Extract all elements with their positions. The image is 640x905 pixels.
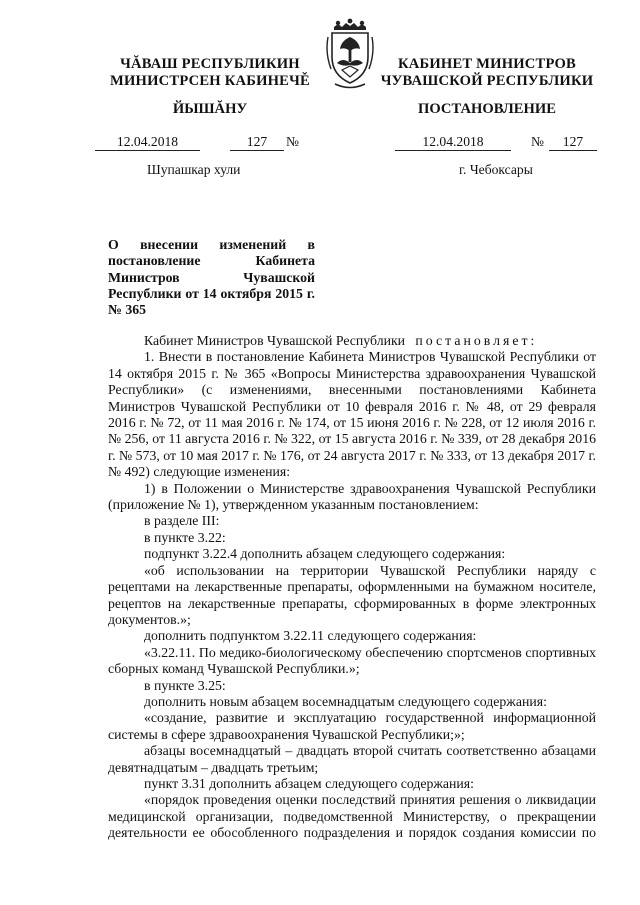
header-right-line2: ЧУВАШСКОЙ РЕСПУБЛИКИ <box>380 73 594 89</box>
place-russian: г. Чебоксары <box>459 162 533 177</box>
body-paragraph: 1. Внести в постановление Кабинета Министров Чувашской Республики от 14 октября 2015 г. № 365 «Вопросы Министерства здравоохранения Чувашской Республики» (с изменениями, внесенными постановлениями Кабинета Министров Чувашской Республики от 10 февраля 2016 г. № 48, от 29 февраля 2016 г. № 72, от 11 мая 2016 г. № 174, от 15 июня 2016 г. № 228, от 12 июля 2016 г. № 256, от 11 августа 2016 г. № 322, от 15 августа 2016 г. № 339, от 28 декабря 2016 г. № 573, от 10 мая 2017 г. № 176, от 24 августа 2017 г. № 333, от 13 декабря 2017 г. № 492) следующие изменения: <box>108 349 596 480</box>
doc-type-chuvash: ЙЫШĂНУ <box>172 101 248 117</box>
reg-right-number-sign: № <box>531 134 544 149</box>
header-right-line1: КАБИНЕТ МИНИСТРОВ <box>397 56 576 72</box>
header-left-line1: ЧĂВАШ РЕСПУБЛИКИН <box>120 56 300 72</box>
place-chuvash: Шупашкар хули <box>147 162 241 177</box>
body-paragraph: пункт 3.31 дополнить абзацем следующего содержания: <box>144 775 474 791</box>
body-paragraph: подпункт 3.22.4 дополнить абзацем следующего содержания: <box>144 546 506 562</box>
body-paragraph: в пункте 3.25: <box>144 677 226 693</box>
body-paragraph: «3.22.11. По медико-биологическому обеспечению спортсменов спортивных сборных команд Чувашской Республики.»; <box>108 644 596 677</box>
header-left-line2: МИНИСТРСЕН КАБИНЕЧĚ <box>110 73 310 89</box>
registration-right <box>395 134 605 152</box>
body-paragraph: дополнить новым абзацем восемнадцатым следующего содержания: <box>144 693 547 709</box>
registration-left <box>95 134 325 152</box>
doc-type-russian: ПОСТАНОВЛЕНИЕ <box>418 101 556 117</box>
document-title: О внесении изменений в постановление Кабинета Министров Чувашской Республики от 14 октября 2015 г. № 365 <box>108 237 315 318</box>
body-paragraph: в пункте 3.22: <box>144 529 226 545</box>
reg-left-number-sign: № <box>286 134 299 149</box>
body-paragraph: дополнить подпунктом 3.22.11 следующего содержания: <box>144 628 477 644</box>
body-paragraph: абзацы восемнадцатый – двадцать второй считать соответственно абзацами девятнадцатым – двадцать третьим; <box>108 743 596 775</box>
intro-verb: постановляет: <box>415 333 538 348</box>
reg-right-date: 12.04.2018 <box>395 134 511 151</box>
reg-right-number: 127 <box>549 134 597 151</box>
intro-text: Кабинет Министров Чувашской Республики <box>144 333 406 348</box>
coat-of-arms-emblem <box>325 17 375 91</box>
body-paragraph: «об использовании на территории Чувашской Республики наряду с рецептами на лекарственные препараты, оформленными на бумажном носителе, рецептов на лекарственные препараты, сформированных в форме электронных документов.»; <box>108 562 596 627</box>
document-body <box>108 333 596 842</box>
reg-left-number: 127 <box>230 134 284 151</box>
body-paragraph: «создание, развитие и эксплуатацию государственной информационной системы в сфере здравоохранения Чувашской Республики;»; <box>108 710 596 742</box>
body-paragraph: 1) в Положении о Министерстве здравоохранения Чувашской Республики (приложение № 1), утвержденном указанным постановлением: <box>108 480 596 513</box>
header-left-chuvash <box>95 56 325 90</box>
header-right-russian <box>372 56 602 90</box>
body-paragraph: в разделе III: <box>144 513 220 529</box>
reg-left-date: 12.04.2018 <box>95 134 200 151</box>
body-paragraph: «порядок проведения оценки последствий принятия решения о ликвидации медицинской организации, подведомственной Министерству, о прекращении деятельности ее обособленного подразделения и порядок создания комиссии по <box>108 792 596 841</box>
intro-paragraph <box>108 333 596 349</box>
